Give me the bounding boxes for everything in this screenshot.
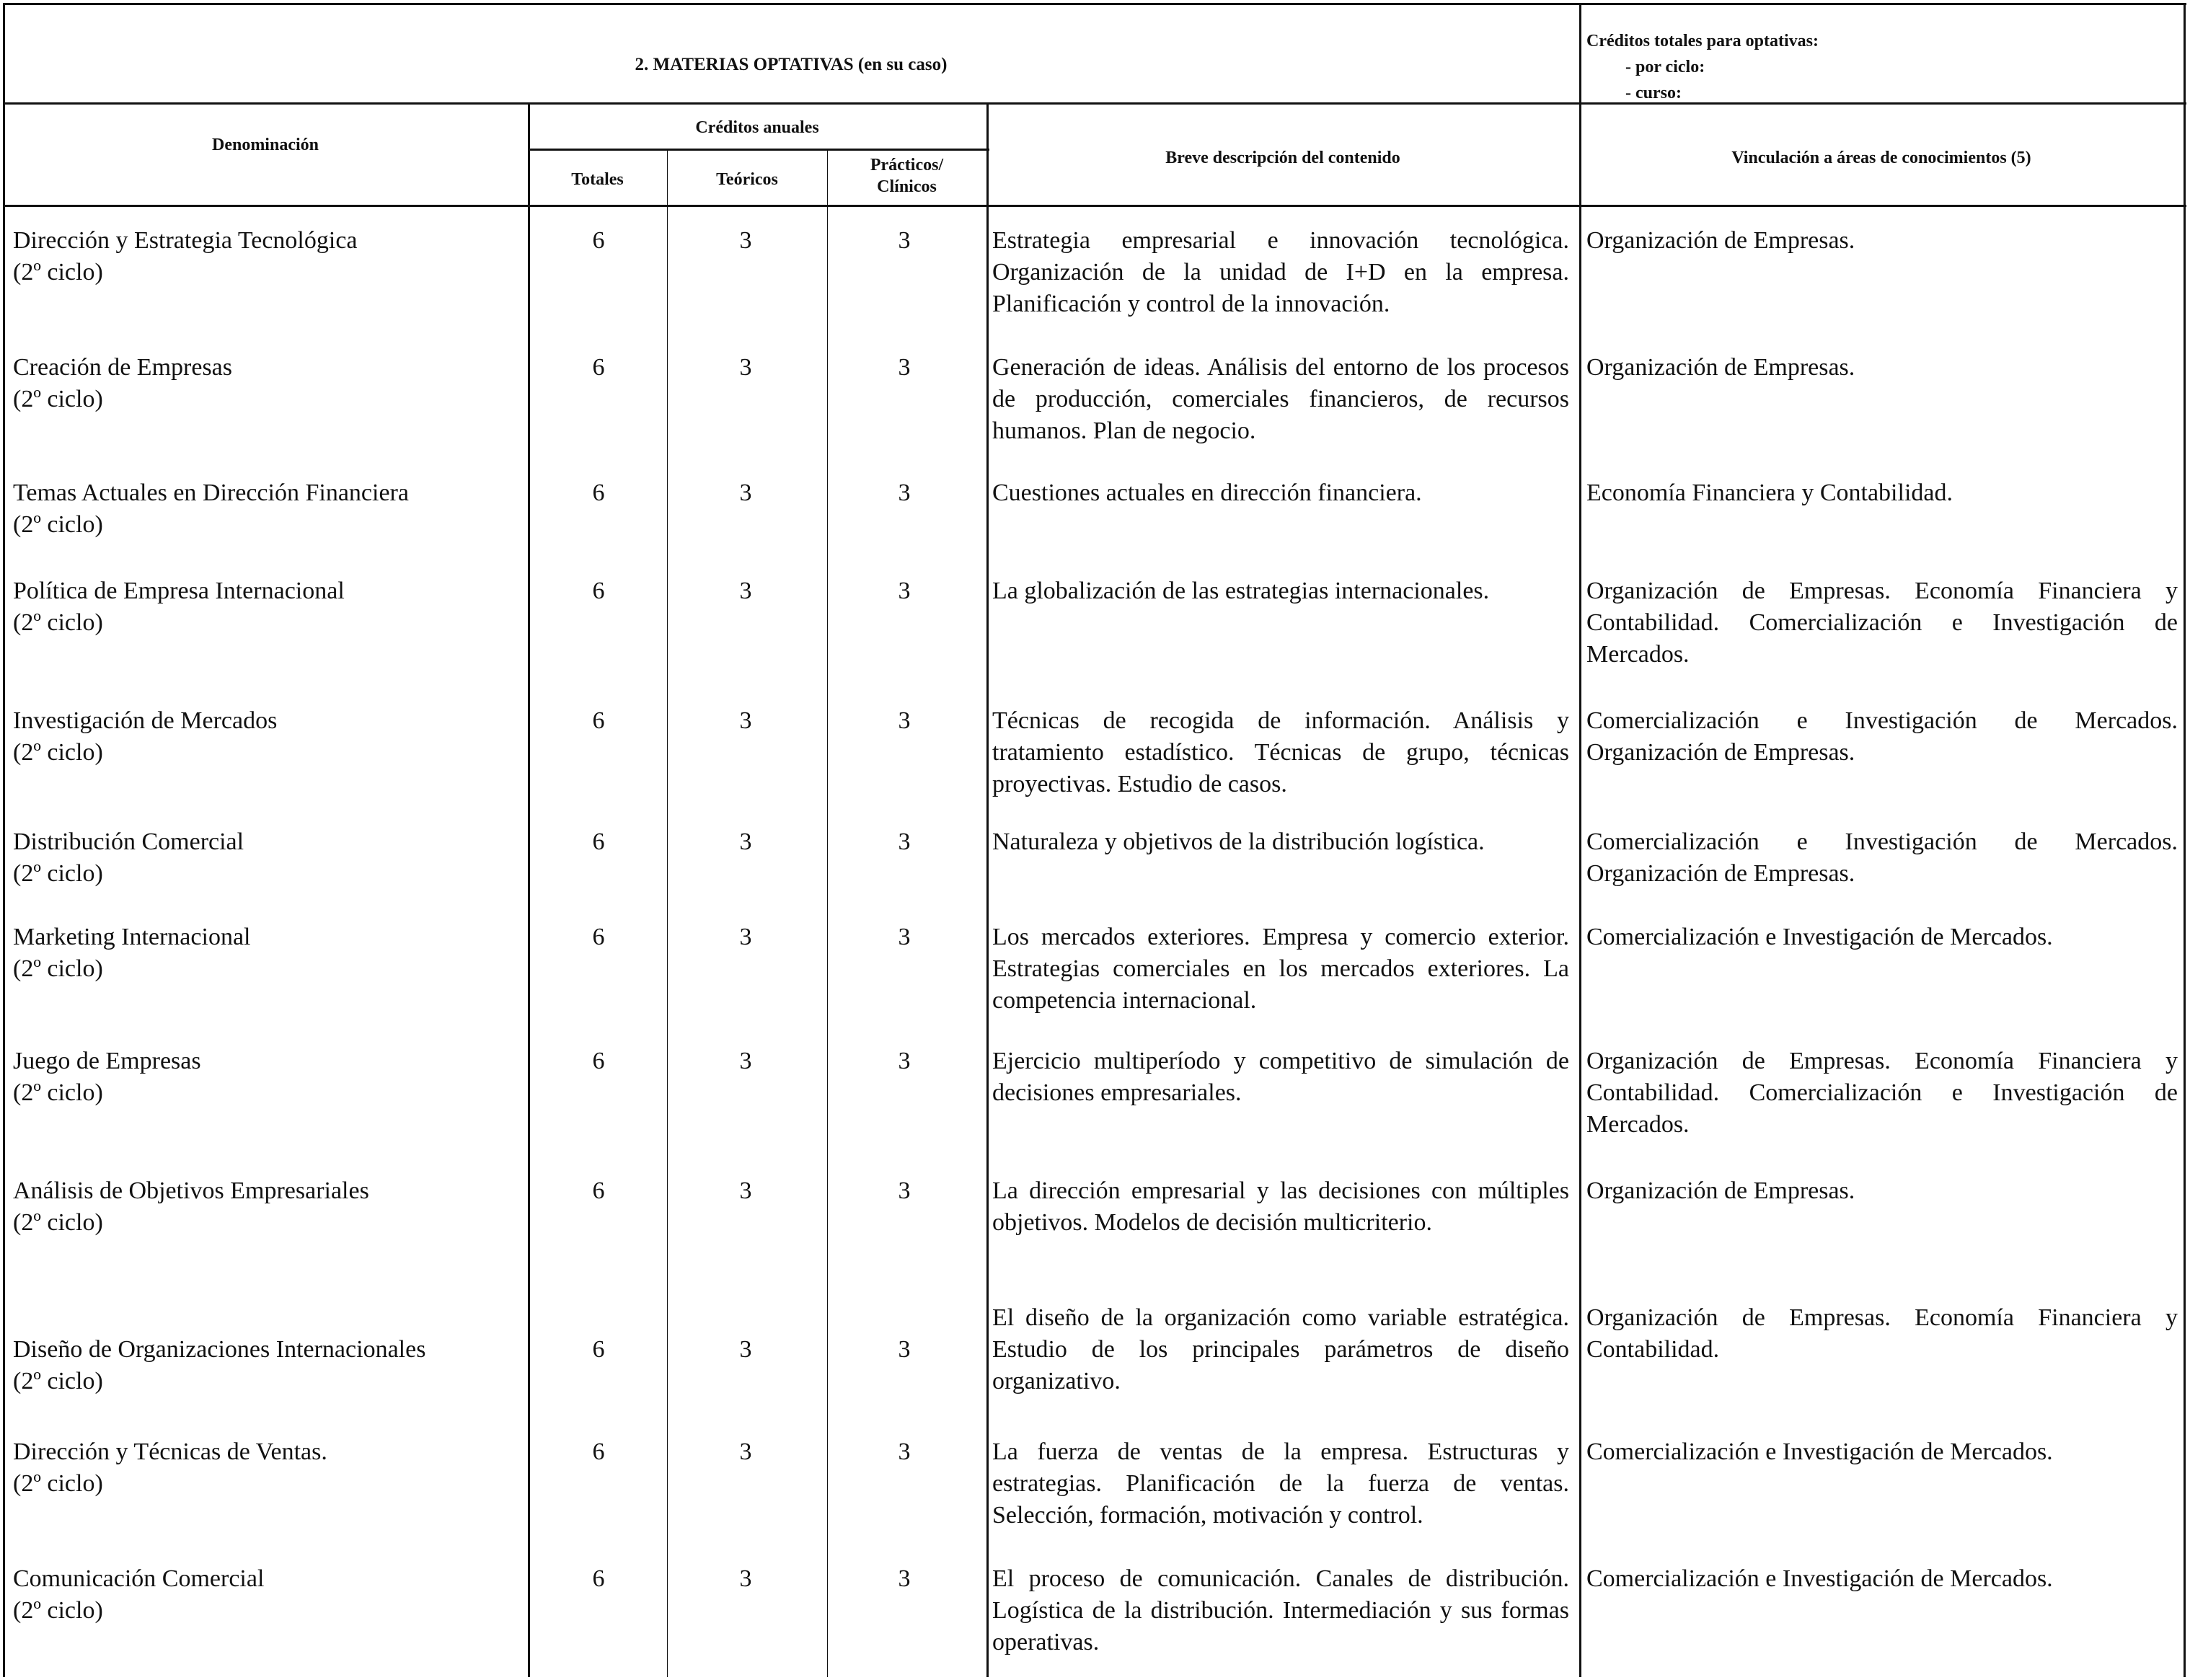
row-ciclo: (2º ciclo) bbox=[13, 511, 103, 538]
col-creditos-anuales: Créditos anuales bbox=[695, 118, 819, 137]
row-name: Distribución Comercial bbox=[13, 828, 244, 855]
row-teoricos: 3 bbox=[739, 1565, 752, 1592]
row-totales: 6 bbox=[592, 1565, 605, 1592]
row-descripcion: El diseño de la organización como variable estratégica. Estudio de los principales parámetros de diseño organizativo. bbox=[992, 1304, 1569, 1394]
col-divider-4 bbox=[986, 102, 989, 1677]
row-totales: 6 bbox=[592, 1048, 605, 1074]
row-teoricos: 3 bbox=[739, 354, 752, 381]
row-ciclo: (2º ciclo) bbox=[13, 1209, 103, 1236]
row-area: Comercialización e Investigación de Mercados. bbox=[1586, 1438, 2053, 1465]
row-name: Diseño de Organizaciones Internacionales bbox=[13, 1336, 426, 1363]
row-practicos: 3 bbox=[898, 479, 911, 506]
row-ciclo: (2º ciclo) bbox=[13, 609, 103, 636]
row-ciclo: (2º ciclo) bbox=[13, 860, 103, 887]
row-practicos: 3 bbox=[898, 707, 911, 734]
col-teoricos: Teóricos bbox=[716, 170, 778, 189]
row-practicos: 3 bbox=[898, 1438, 911, 1465]
row-area: Organización de Empresas. bbox=[1586, 354, 1855, 381]
row-totales: 6 bbox=[592, 578, 605, 604]
col-divider-1 bbox=[528, 102, 530, 1677]
row-practicos: 3 bbox=[898, 227, 911, 254]
row-area: Economía Financiera y Contabilidad. bbox=[1586, 479, 1953, 506]
row-name: Dirección y Estrategia Tecnológica bbox=[13, 227, 358, 254]
col-divider-5 bbox=[1579, 3, 1581, 1677]
row-name: Dirección y Técnicas de Ventas. bbox=[13, 1438, 327, 1465]
row-name: Política de Empresa Internacional bbox=[13, 578, 345, 604]
row-ciclo: (2º ciclo) bbox=[13, 1368, 103, 1394]
row-descripcion: Ejercicio multiperíodo y competitivo de simulación de decisiones empresariales. bbox=[992, 1048, 1569, 1106]
row-area: Organización de Empresas. Economía Financiera y Contabilidad. bbox=[1586, 1304, 2178, 1363]
col-practicos-line1: Prácticos/ bbox=[870, 156, 944, 174]
row-practicos: 3 bbox=[898, 354, 911, 381]
row-name: Juego de Empresas bbox=[13, 1048, 201, 1074]
row-descripcion: Generación de ideas. Análisis del entorno de los procesos de producción, comerciales financieros, de recursos humanos. Plan de negocio. bbox=[992, 354, 1569, 444]
row-ciclo: (2º ciclo) bbox=[13, 386, 103, 412]
row-ciclo: (2º ciclo) bbox=[13, 1597, 103, 1624]
row-practicos: 3 bbox=[898, 924, 911, 950]
col-divider-3 bbox=[827, 149, 828, 1677]
row-name: Análisis de Objetivos Empresariales bbox=[13, 1177, 369, 1204]
row-teoricos: 3 bbox=[739, 828, 752, 855]
row-ciclo: (2º ciclo) bbox=[13, 1470, 103, 1497]
col-descripcion: Breve descripción del contenido bbox=[1165, 149, 1400, 167]
row-descripcion: Naturaleza y objetivos de la distribución logística. bbox=[992, 828, 1485, 855]
col-divider-2 bbox=[667, 149, 668, 1677]
row-descripcion: La dirección empresarial y las decisiones con múltiples objetivos. Modelos de decisión multicriterio. bbox=[992, 1177, 1569, 1236]
row-ciclo: (2º ciclo) bbox=[13, 1079, 103, 1106]
row-name: Marketing Internacional bbox=[13, 924, 251, 950]
row-teoricos: 3 bbox=[739, 479, 752, 506]
row-area: Organización de Empresas. bbox=[1586, 227, 1855, 254]
col-denominacion: Denominación bbox=[211, 136, 319, 154]
row-totales: 6 bbox=[592, 227, 605, 254]
row-practicos: 3 bbox=[898, 1336, 911, 1363]
row-teoricos: 3 bbox=[739, 1177, 752, 1204]
row-teoricos: 3 bbox=[739, 1048, 752, 1074]
row-ciclo: (2º ciclo) bbox=[13, 955, 103, 982]
row-area: Organización de Empresas. bbox=[1586, 1177, 1855, 1204]
row-totales: 6 bbox=[592, 1336, 605, 1363]
row-totales: 6 bbox=[592, 479, 605, 506]
row-teoricos: 3 bbox=[739, 227, 752, 254]
row-name: Temas Actuales en Dirección Financiera bbox=[13, 479, 409, 506]
row-practicos: 3 bbox=[898, 1565, 911, 1592]
row-descripcion: Cuestiones actuales en dirección financiera. bbox=[992, 479, 1422, 506]
col-vinculacion: Vinculación a áreas de conocimientos (5) bbox=[1731, 149, 2031, 167]
row-area: Organización de Empresas. Economía Financiera y Contabilidad. Comercialización e Investigación de Mercados. bbox=[1586, 1048, 2178, 1138]
row-totales: 6 bbox=[592, 707, 605, 734]
col-practicos bbox=[827, 154, 986, 198]
row-area: Comercialización e Investigación de Mercados. bbox=[1586, 924, 2053, 950]
row-name: Investigación de Mercados bbox=[13, 707, 278, 734]
row-ciclo: (2º ciclo) bbox=[13, 739, 103, 766]
header-divider bbox=[3, 102, 2186, 105]
row-descripcion: Técnicas de recogida de información. Análisis y tratamiento estadístico. Técnicas de grupo, técnicas proyectivas. Estudio de casos. bbox=[992, 707, 1569, 797]
row-totales: 6 bbox=[592, 354, 605, 381]
row-name: Creación de Empresas bbox=[13, 354, 232, 381]
row-totales: 6 bbox=[592, 924, 605, 950]
row-practicos: 3 bbox=[898, 578, 911, 604]
row-area: Comercialización e Investigación de Mercados. bbox=[1586, 1565, 2053, 1592]
column-header-divider bbox=[3, 205, 2186, 207]
row-practicos: 3 bbox=[898, 1177, 911, 1204]
col-totales: Totales bbox=[571, 170, 624, 189]
row-teoricos: 3 bbox=[739, 1336, 752, 1363]
row-name: Comunicación Comercial bbox=[13, 1565, 265, 1592]
credits-total-label: Créditos totales para optativas: bbox=[1586, 32, 1819, 50]
row-teoricos: 3 bbox=[739, 707, 752, 734]
table-border-left bbox=[3, 3, 5, 1677]
table-border-top bbox=[3, 3, 2186, 5]
optativas-table bbox=[3, 3, 2186, 1677]
row-totales: 6 bbox=[592, 1438, 605, 1465]
row-teoricos: 3 bbox=[739, 578, 752, 604]
row-descripcion: La fuerza de ventas de la empresa. Estructuras y estrategias. Planificación de la fuerza de ventas. Selección, formación, motivación y control. bbox=[992, 1438, 1569, 1529]
row-area: Organización de Empresas. Economía Financiera y Contabilidad. Comercialización e Investigación de Mercados. bbox=[1586, 578, 2178, 668]
table-border-right bbox=[2184, 3, 2186, 1677]
por-ciclo-label: - por ciclo: bbox=[1625, 58, 1705, 76]
row-teoricos: 3 bbox=[739, 924, 752, 950]
row-descripcion: La globalización de las estrategias internacionales. bbox=[992, 578, 1490, 604]
row-ciclo: (2º ciclo) bbox=[13, 259, 103, 286]
row-area: Comercialización e Investigación de Mercados. Organización de Empresas. bbox=[1586, 707, 2178, 766]
col-practicos-line2: Clínicos bbox=[877, 177, 937, 196]
row-descripcion: Los mercados exteriores. Empresa y comercio exterior. Estrategias comerciales en los mercados exteriores. La competencia internacional. bbox=[992, 924, 1569, 1014]
row-totales: 6 bbox=[592, 1177, 605, 1204]
section-title: 2. MATERIAS OPTATIVAS (en su caso) bbox=[635, 55, 948, 74]
creditos-subheader-divider bbox=[528, 149, 989, 151]
row-practicos: 3 bbox=[898, 828, 911, 855]
row-practicos: 3 bbox=[898, 1048, 911, 1074]
curso-label: - curso: bbox=[1625, 84, 1682, 102]
row-teoricos: 3 bbox=[739, 1438, 752, 1465]
row-area: Comercialización e Investigación de Mercados. Organización de Empresas. bbox=[1586, 828, 2178, 887]
row-descripcion: El proceso de comunicación. Canales de distribución. Logística de la distribución. Intermediación y sus formas operativas. bbox=[992, 1565, 1569, 1655]
row-totales: 6 bbox=[592, 828, 605, 855]
row-descripcion: Estrategia empresarial e innovación tecnológica. Organización de la unidad de I+D en la empresa. Planificación y control de la innovación. bbox=[992, 227, 1569, 317]
